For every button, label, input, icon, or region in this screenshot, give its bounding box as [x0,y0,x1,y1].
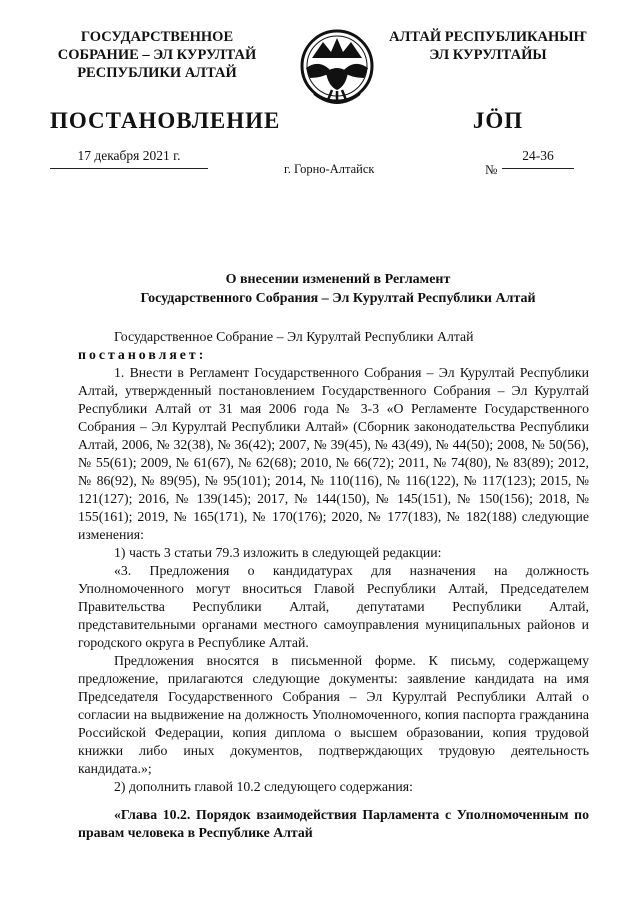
paragraph-3: «3. Предложения о кандидатурах для назначения на должность Уполномоченного могут вноситься Главой Республики Алтай, Председателем Правительства Республики Алтай, депутатами Республики Алтай, представительными органами местного самоуправления муниципальных районов и городского округа в Республике Алтай. [78,563,589,650]
decree-word: постановляет: [78,347,207,362]
header-right [378,28,598,64]
altai-republic-emblem-icon [298,28,376,114]
decree-line [78,346,589,364]
header-left-line: РЕСПУБЛИКИ АЛТАЙ [77,65,237,81]
document-city: г. Горно-Алтайск [284,162,375,176]
intro-paragraph: Государственное Собрание – Эл Курултай Республики Алтай [114,329,474,344]
paragraph-2: 1) часть 3 статьи 79.3 изложить в следующей редакции: [114,545,442,560]
document-title-line: О внесении изменений в Регламент [225,272,451,287]
paragraph-1: 1. Внести в Регламент Государственного Собрания – Эл Курултай Республики Алтай, утвержденный постановлением Государственного Собрания – Эл Курултай Республики Алтай от 31 мая 2006 года № 3-3 «О Регламенте Государственного Собрания – Эл Курултай Республики Алтай» (Сборник законодательства Республики Алтай, 2006, № 32(38), № 36(42); 2007, № 39(45), № 43(49), № 44(50); 2008, № 50(56), № 55(61); 2009, № 61(67), № 62(68); 2010, № 66(72); 2011, № 74(80), № 83(89); 2012, № 86(92), № 89(95), № 95(101); 2014, № 110(116), № 116(122), № 117(123); 2015, № 121(127); 2016, № 139(145); 2017, № 144(150), № 145(151), № 150(156); 2018, № 155(161); 2019, № 165(171), № 170(176); 2020, № 177(183), № 182(188) следующие изменения: [78,365,589,542]
header-right-line: АЛТАЙ РЕСПУБЛИКАНЫҤ [389,29,587,45]
paragraph-5: 2) дополнить главой 10.2 следующего содержания: [114,779,413,794]
number-value: 24-36 [502,148,574,169]
paragraph-4: Предложения вносятся в письменной форме. К письму, содержащему предложение, прилагаются следующие документы: заявление кандидата на имя Председателя Государственного Собрания – Эл Курултай Республики Алтай о согласии на выдвижение на должность Уполномоченного, копия паспорта гражданина Российской Федерации, копия диплома о высшем образовании, копия трудовой книжки либо иных документов, подтверждающих трудовую деятельность кандидата.»; [78,653,589,776]
title-postanovlenie: ПОСТАНОВЛЕНИЕ [50,108,281,133]
number-sign: № [485,162,498,177]
chapter-heading: «Глава 10.2. Порядок взаимодействия Парламента с Уполномоченным по правам человека в Республике Алтай [78,807,589,840]
title-jop: ЈӦП [472,108,524,133]
header-left-line: ГОСУДАРСТВЕННОЕ [80,29,234,45]
header-left-line: СОБРАНИЕ – ЭЛ КУРУЛТАЙ [57,47,257,63]
document-title [78,270,598,308]
document-date: 17 декабря 2021 г. [50,148,208,169]
header-left [52,28,262,82]
document-title-line: Государственного Собрания – Эл Курултай Республики Алтай [140,291,536,306]
document-body [78,328,589,842]
header-right-line: ЭЛ КУРУЛТАЙЫ [429,47,547,63]
